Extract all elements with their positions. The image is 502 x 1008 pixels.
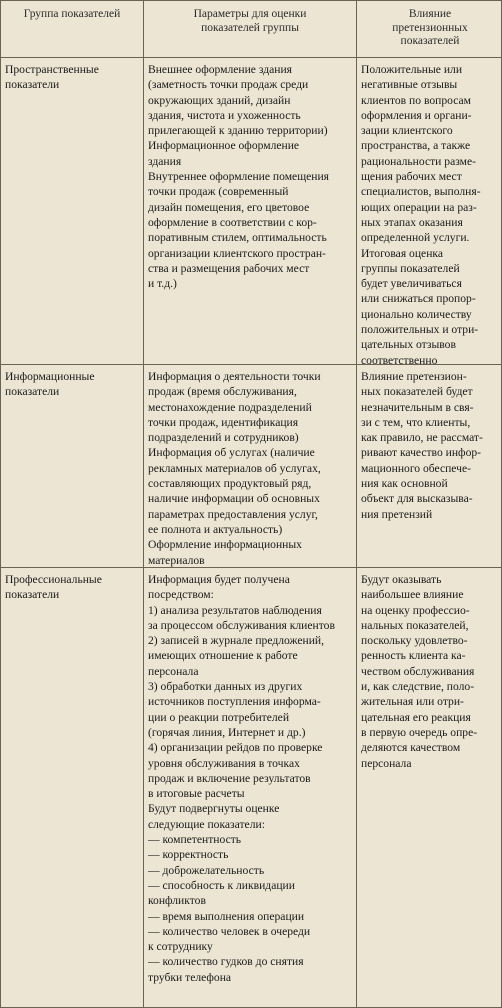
header-group: Группа показателей — [23, 8, 121, 20]
column-divider — [143, 1, 144, 1007]
table-cell-params: Информация будет получена посредством: 1) анализа результатов наблюдения за процессом обслуживания клиентов 2) записей в журнале предложений, имеющих отношение к работе персонала 3) обработки данных из других источников поступления информа- ции о реакции потребителей (горячая линия, Интернет и др.) 4) организации рейдов по проверке уровня обслуживания в точках продаж и включение результатов в итоговые расчеты Будут подвергнуты оценке следующие показатели: — компетентность — корректность — доброжелательность — способность к ликвидации конфликтов — время выполнения операции — количество человек в очереди к сотруднику — количество гудков до снятия трубки телефона — [148, 573, 335, 984]
table-cell-influence: Положительные или негативные отзывы клиентов по вопросам оформления и органи- зации клиентского пространства, а также рациональности разме- щения рабочих мест специалистов, выполня- ющих операции на раз- ных этапах оказания определенной услуги. Итоговая оценка группы показателей будет увеличиваться или снижаться пропор- ционально количеству положительных и отри- цательных отзывов соответственно — [361, 63, 481, 367]
column-divider — [356, 1, 357, 1007]
table-cell-group: Пространственные показатели — [5, 63, 99, 92]
header-parameters: Параметры для оценки показателей группы — [193, 8, 307, 34]
row-divider — [1, 57, 501, 58]
table-cell-influence: Влияние претензион- ных показателей будет незначительным в свя- зи с тем, что клиенты, как правило, не рассмат- ривают качество инфор- мационного обеспече- ния как основной объект для высказыва- ния претензий — [361, 370, 483, 521]
table-cell-influence: Будут оказывать наибольшее влияние на оценку профессио- нальных показателей, поскольку удовлетво- ренность клиента ка- чеством обслуживания и, как следствие, поло- жительная или отри- цательная его реакция в первую очередь опре- деляются качеством персонала — [361, 573, 478, 770]
table-cell-group: Информационные показатели — [5, 370, 95, 399]
table-cell-group: Профессиональные показатели — [5, 573, 102, 602]
table-cell-params: Информация о деятельности точки продаж (время обслуживания, местонахождение подразделений точки продаж, идентификация подразделений и сотрудников) Информация об услугах (наличие рекламных материалов об услугах, составляющих продуктовый ряд, наличие информации об основных параметрах предоставления услуг, ее полнота и актуальность) Оформление информационных материалов — [148, 370, 321, 567]
table-cell-params: Внешнее оформление здания (заметность точки продаж среди окружающих зданий, дизайн здания, чистота и ухоженность прилегающей к зданию территории) Информационное оформление здания Внутреннее оформление помещения точки продаж (современный дизайн помещения, его цветовое оформление в соответствии с кор- поративным стилем, оптимальность организации клиентского простран- ства и размещения рабочих мест и т.д.) — [148, 63, 330, 291]
header-influence: Влияние претензионных показателей — [392, 8, 468, 47]
